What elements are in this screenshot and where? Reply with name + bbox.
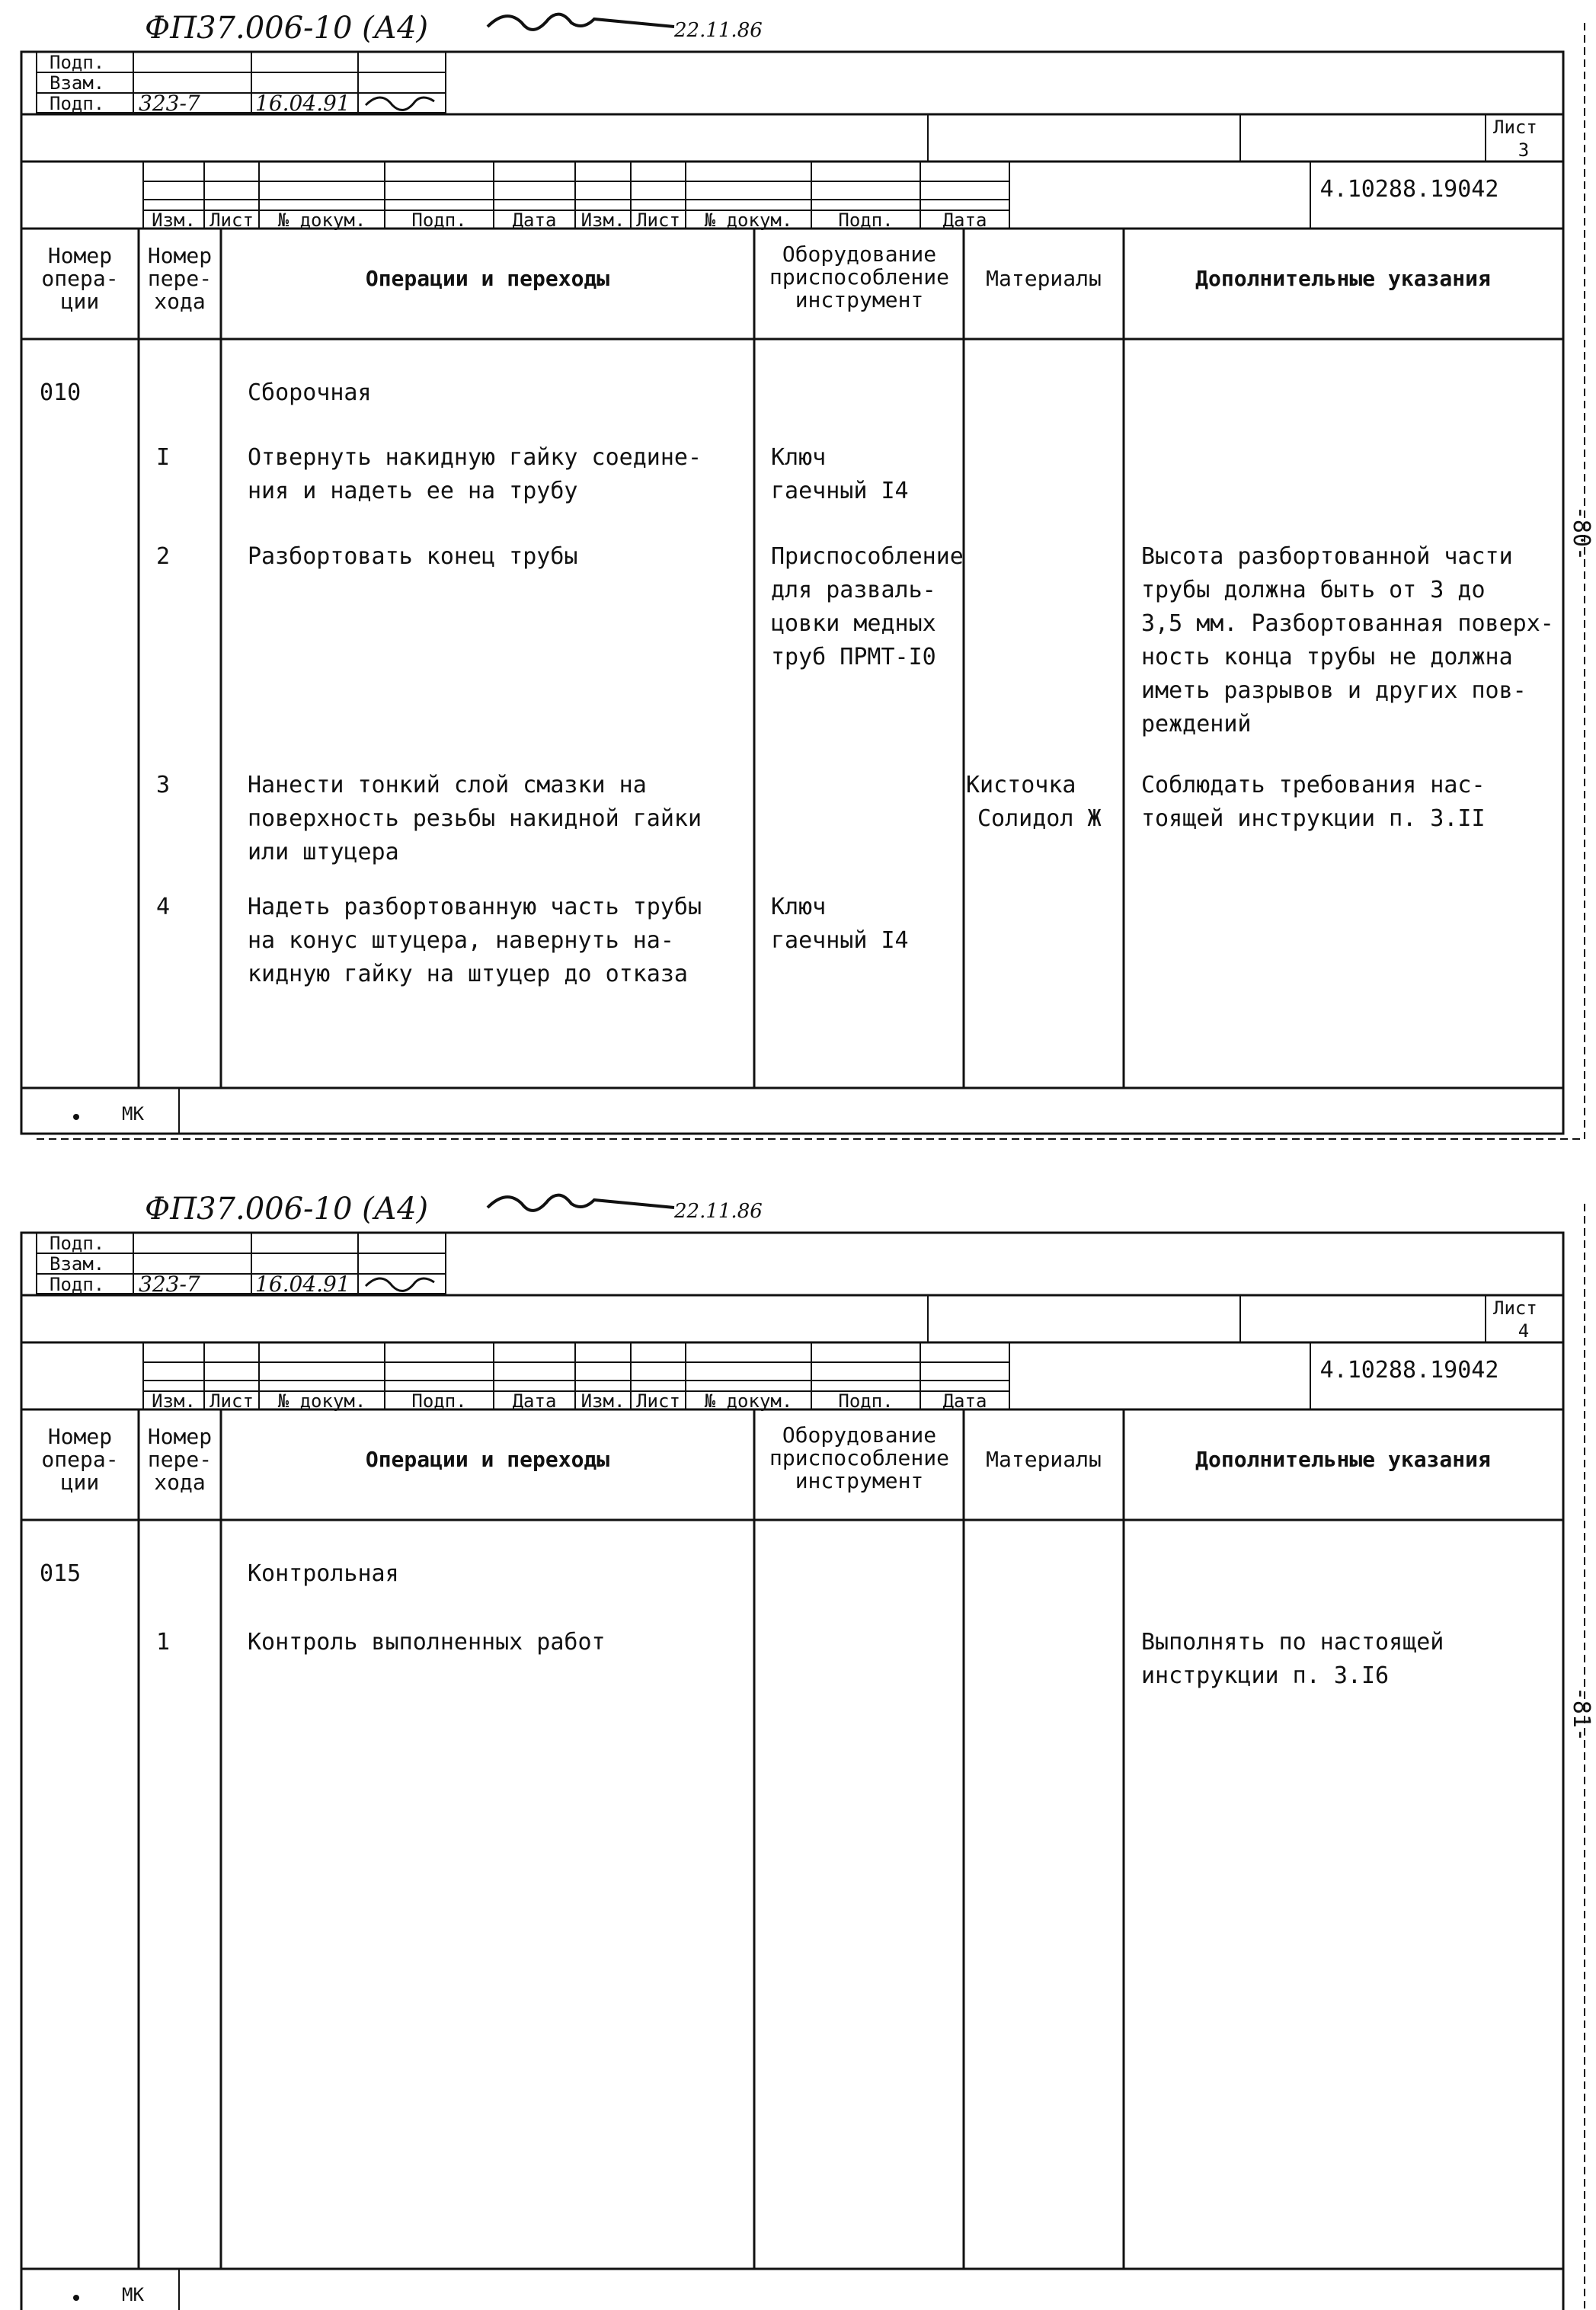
revision-header: Лист [636,210,680,231]
revision-header: Изм. [152,1390,196,1412]
col-header-operations: Операции и переходы [365,1447,610,1472]
col-header-equipment: инструмент [795,1468,924,1493]
col-header-step-number: пере- [147,1447,213,1472]
step-note: Выполнять по настоящей [1141,1629,1444,1656]
step-equipment: для разваль- [771,577,936,603]
col-header-materials: Материалы [986,266,1102,291]
step-note: реждений [1141,711,1252,737]
col-header-step-number: Номер [147,243,213,268]
route-sheet-1 [21,11,1594,1139]
col-header-equipment: Оборудование [782,1422,937,1448]
step-equipment: Ключ [771,894,827,920]
operation-title: Контрольная [248,1560,399,1587]
step-equipment: Ключ [771,444,827,471]
step-text: кидную гайку на штуцер до отказа [248,961,688,987]
revision-header: Лист [209,210,254,231]
col-header-equipment: инструмент [795,287,924,312]
revision-header: № докум. [704,1390,793,1412]
col-header-op-number: Номер [47,243,113,268]
signature-mark [488,1195,674,1211]
document-number: 4.10288.19042 [1319,176,1499,203]
step-equipment: гаечный I4 [771,927,909,954]
sign-date: 22.11.86 [674,19,763,42]
stamp-signature-mark [366,1278,434,1291]
step-note: Высота разбортованной части [1141,543,1513,570]
stamp-value: 323-7 [139,91,200,116]
step-note: Соблюдать требования нас- [1141,772,1486,798]
revision-header: № докум. [277,210,366,231]
col-header-materials: Материалы [986,1447,1102,1472]
sign-date: 22.11.86 [674,1200,763,1223]
revision-header: № докум. [704,210,793,231]
col-header-step-number: пере- [147,266,213,291]
stamp-signature-mark [366,98,434,110]
stamp-value: 323-7 [139,1272,200,1297]
revision-header: Подп. [838,210,894,231]
footer-dot [73,1114,79,1120]
revision-header: Изм. [581,1390,625,1412]
stamp-label: Взам. [50,1253,105,1275]
step-note: тоящей инструкции п. 3.II [1141,805,1486,832]
col-header-equipment: приспособление [769,264,950,290]
side-page-number: -81- [1568,1686,1594,1742]
sheet-label: Лист [1493,1297,1537,1319]
col-header-op-number: опера- [41,266,119,291]
sheet-label: Лист [1493,117,1537,138]
operation-number: 015 [40,1560,82,1587]
col-header-step-number: хода [154,289,206,314]
col-header-equipment: Оборудование [782,242,937,267]
col-header-operations: Операции и переходы [365,266,610,291]
revision-header: Подп. [411,210,467,231]
footer-dot [73,2295,79,2301]
stamp-label: Подп. [50,1233,105,1254]
revision-header: Дата [942,210,987,231]
revision-header: Дата [512,210,557,231]
footer-label: МК [122,1103,144,1125]
step-text: Контроль выполненных работ [248,1629,606,1656]
operation-title: Сборочная [248,379,372,406]
col-header-op-number: Номер [47,1424,113,1449]
sheet-number: 4 [1518,1320,1530,1342]
step-text: на конус штуцера, навернуть на- [248,927,674,954]
step-note: инструкции п. 3.I6 [1141,1662,1390,1689]
document-number: 4.10288.19042 [1319,1357,1499,1384]
step-number: 2 [156,543,171,570]
col-header-op-number: ции [60,289,100,314]
revision-header: Лист [209,1390,254,1412]
step-note: иметь разрывов и других пов- [1141,677,1527,704]
sheet-number: 3 [1518,139,1530,161]
step-equipment: цовки медных [771,610,936,637]
step-number: 4 [156,894,171,920]
step-equipment: Приспособление [771,543,964,570]
step-text: Надеть разбортованную часть трубы [248,894,702,920]
stamp-value: 16.04.91 [255,1272,350,1297]
footer-label: МК [122,2284,144,2305]
step-text: Разбортовать конец трубы [248,543,578,570]
revision-header: Изм. [152,210,196,231]
revision-header: Изм. [581,210,625,231]
step-equipment: гаечный I4 [771,478,909,504]
revision-header: Дата [512,1390,557,1412]
form-label: ФП37.006-10 (А4) [145,1192,429,1227]
route-sheet-2 [21,1192,1594,2310]
stamp-label: Подп. [50,52,105,73]
revision-header: Подп. [411,1390,467,1412]
step-note: 3,5 мм. Разбортованная поверх- [1141,610,1554,637]
revision-header: Подп. [838,1390,894,1412]
step-material: Кисточка [966,772,1076,798]
step-material: Солидол Ж [977,805,1102,832]
revision-header: Дата [942,1390,987,1412]
step-text: Отвернуть накидную гайку соедине- [248,444,702,471]
col-header-equipment: приспособление [769,1445,950,1470]
stamp-label: Взам. [50,72,105,94]
stamp-label: Подп. [50,93,105,114]
step-text: поверхность резьбы накидной гайки [248,805,702,832]
col-header-notes: Дополнительные указания [1195,266,1491,291]
col-header-step-number: Номер [147,1424,213,1449]
col-header-notes: Дополнительные указания [1195,1447,1491,1472]
col-header-op-number: опера- [41,1447,119,1472]
revision-header: Лист [636,1390,680,1412]
signature-mark [488,14,674,30]
operation-number: 010 [40,379,82,406]
step-text: или штуцера [248,839,399,865]
step-text: Нанести тонкий слой смазки на [248,772,647,798]
stamp-label: Подп. [50,1274,105,1295]
step-number: I [156,444,171,471]
revision-header: № докум. [277,1390,366,1412]
col-header-op-number: ции [60,1470,100,1495]
stamp-value: 16.04.91 [255,91,350,116]
step-note: трубы должна быть от 3 до [1141,577,1486,603]
step-number: 3 [156,772,171,798]
col-header-step-number: хода [154,1470,206,1495]
step-number: 1 [156,1629,171,1656]
side-page-number: -80- [1568,505,1594,562]
form-label: ФП37.006-10 (А4) [145,11,429,46]
step-equipment: труб ПРМТ-I0 [771,644,936,670]
step-note: ность конца трубы не должна [1141,644,1513,670]
step-text: ния и надеть ее на трубу [248,478,578,504]
